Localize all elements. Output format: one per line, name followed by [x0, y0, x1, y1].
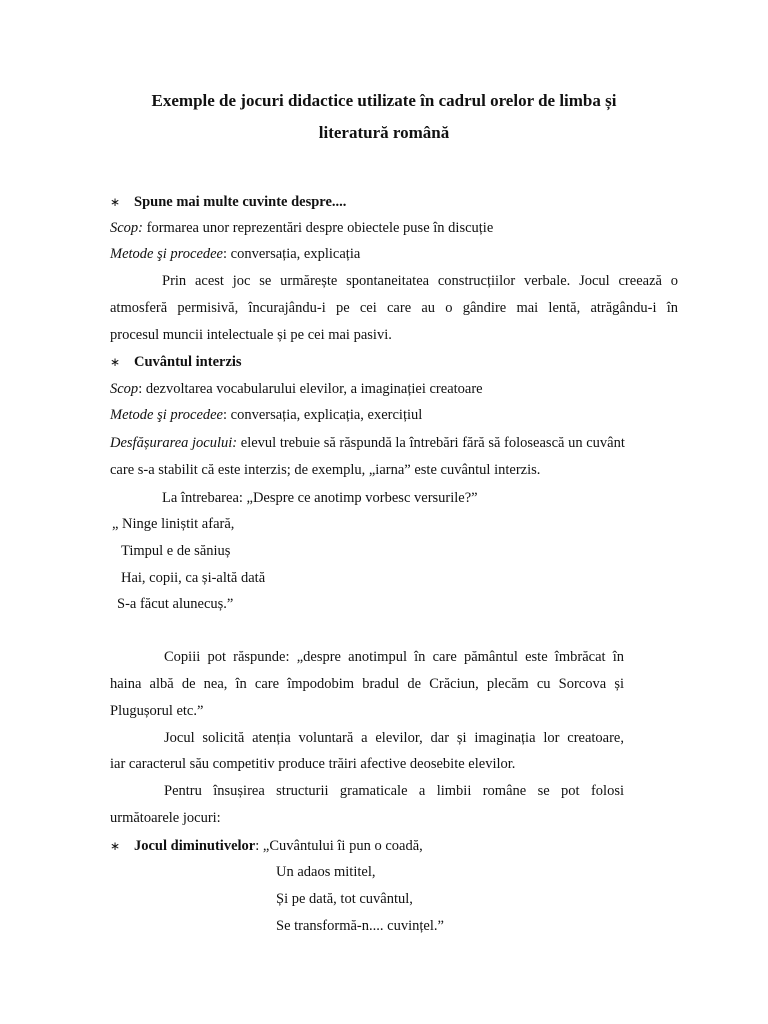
diminutive-heading-line: [134, 837, 423, 855]
paragraph-line: Copiii pot răspunde: „despre anotimpul în care pământul este îmbrăcat în: [164, 649, 624, 665]
scop-line: [110, 380, 483, 398]
paragraph-line: Pentru însușirea structurii gramaticale a limbii române se pot folosi: [164, 783, 624, 799]
section-heading-cuvantul-interzis: Cuvântul interzis: [134, 354, 242, 370]
scop-line: [110, 219, 493, 237]
verse-line: Și pe dată, tot cuvântul,: [276, 891, 413, 907]
verse-line: S-a făcut alunecuș.”: [117, 596, 234, 612]
desfasurare-label: Desfășurarea jocului:: [110, 435, 238, 451]
paragraph-line: atmosferă permisivă, încurajându-i pe cei care au o gândire mai lentă, atrăgându-i în: [110, 300, 678, 316]
section-heading-jocul-diminutivelor: Jocul diminutivelor: [134, 838, 256, 854]
metode-label: Metode şi procedee: [110, 246, 223, 262]
metode-text: : conversația, explicația: [223, 246, 361, 262]
verse-line: Un adaos mititel,: [276, 864, 376, 880]
paragraph-line: următoarele jocuri:: [110, 810, 221, 826]
metode-text: : conversația, explicația, exercițiul: [223, 407, 423, 423]
paragraph-line: procesul muncii intelectuale și pe cei mai pasivi.: [110, 327, 392, 343]
verse-line: Se transformă-n.... cuvințel.”: [276, 918, 444, 934]
verse-line: Timpul e de săniuș: [121, 543, 231, 559]
bullet-icon: ∗: [110, 355, 121, 369]
scop-text: : dezvoltarea vocabularului elevilor, a imaginației creatoare: [138, 381, 483, 397]
paragraph-line: iar caracterul său competitiv produce trăiri afective deosebite elevilor.: [110, 756, 516, 772]
bullet-icon: ∗: [110, 195, 121, 209]
bullet-icon: ∗: [110, 839, 121, 853]
paragraph-line: care s-a stabilit că este interzis; de exemplu, „iarna” este cuvântul interzis.: [110, 462, 541, 478]
metode-line: [110, 406, 422, 424]
desfasurare-text: elevul trebuie să răspundă la întrebări fără să folosească un cuvânt: [237, 435, 625, 451]
metode-line: [110, 245, 360, 263]
verse-line: Hai, copii, ca și-altă dată: [121, 570, 266, 586]
verse-line: : „Cuvântului îi pun o coadă,: [255, 838, 423, 854]
metode-label: Metode şi procedee: [110, 407, 223, 423]
desfasurare-line: [110, 434, 625, 452]
paragraph-line: Jocul solicită atenția voluntară a elevilor, dar și imaginația lor creatoare,: [164, 730, 624, 746]
section-heading-spune: Spune mai multe cuvinte despre....: [134, 194, 347, 210]
scop-label: Scop:: [110, 220, 144, 236]
paragraph-line: haina albă de nea, în care împodobim bradul de Crăciun, plecăm cu Sorcova și: [110, 676, 624, 692]
document-title-line-1: Exemple de jocuri didactice utilizate în cadrul orelor de limba și: [151, 91, 617, 110]
document-title-line-2: literatură română: [318, 123, 450, 142]
scop-label: Scop: [110, 381, 139, 397]
paragraph-line: Prin acest joc se urmărește spontaneitatea construcțiilor verbale. Jocul creează o: [162, 273, 678, 289]
verse-line: „ Ninge liniștit afară,: [112, 516, 235, 532]
paragraph-line: Plugușorul etc.”: [110, 703, 204, 719]
scop-text: formarea unor reprezentări despre obiectele puse în discuție: [143, 220, 494, 236]
question-line: La întrebarea: „Despre ce anotimp vorbesc versurile?”: [162, 490, 478, 506]
